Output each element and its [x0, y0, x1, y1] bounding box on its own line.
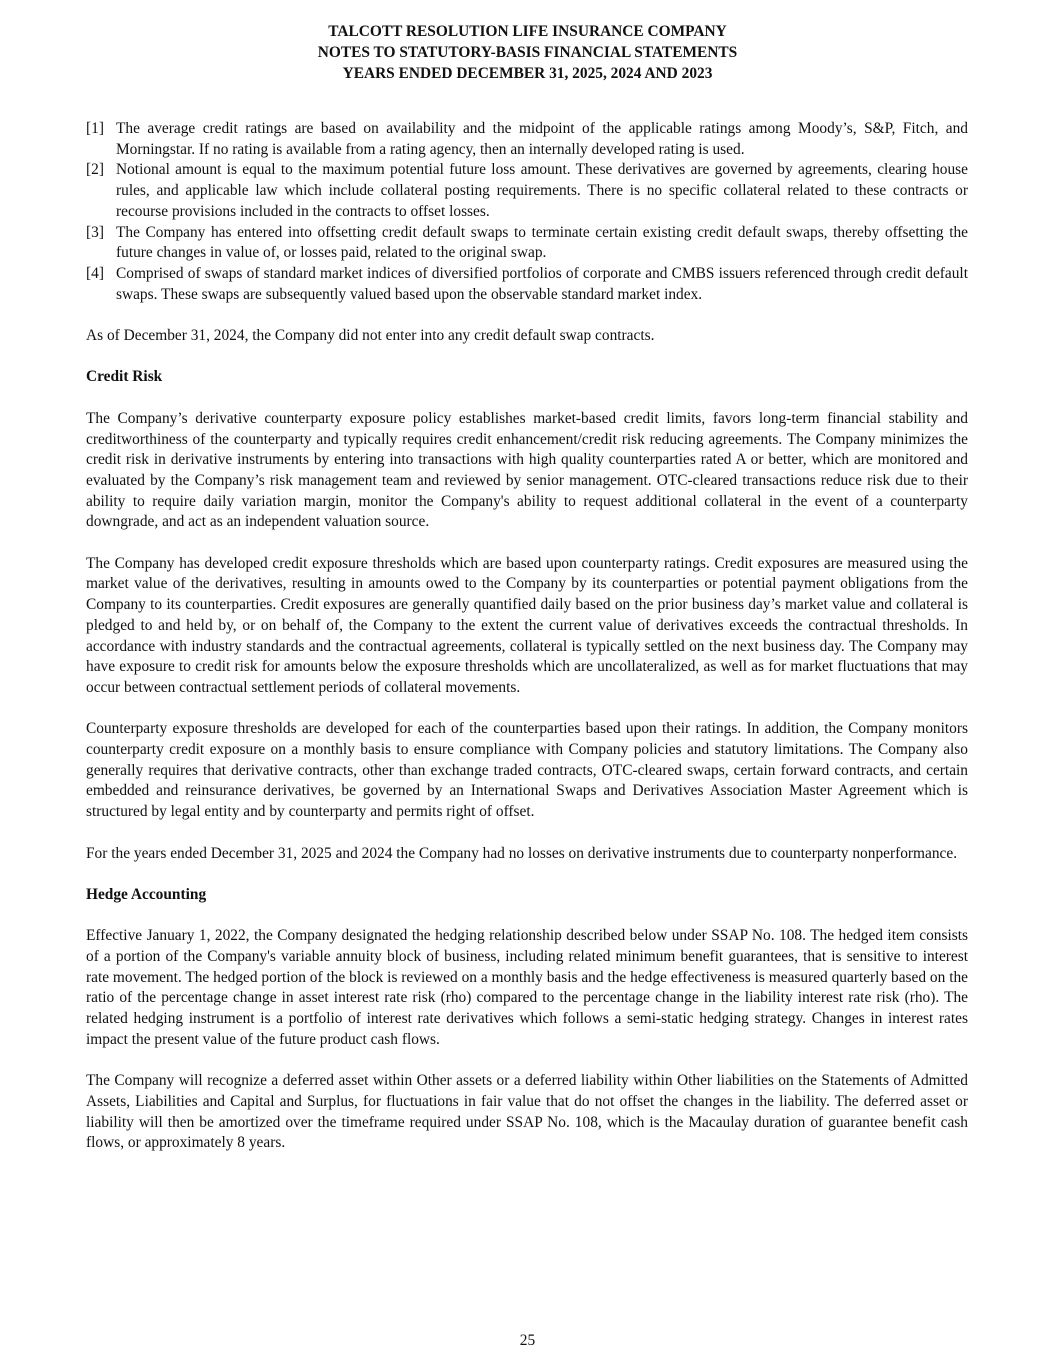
header-statement-title: NOTES TO STATUTORY-BASIS FINANCIAL STATEMENTS — [317, 44, 738, 61]
credit-risk-paragraph-2: The Company has developed credit exposure thresholds which are based upon counterparty ratings. Credit exposures are measured using the market value of the derivatives, resulting in amounts owed to the Company by its counterparties or potential payment obligations from the Company to its counterparties. Credit exposures are generally quantified daily based on the prior business day’s market value and collateral is pledged to and held by, or on behalf of, the Company to the extent the current value of derivatives exceeds the contractual thresholds. In accordance with industry standards and the contractual agreements, collateral is typically settled on the next business day. The Company may have exposure to credit risk for amounts below the exposure thresholds which are uncollateralized, as well as for market fluctuations that may occur between contractual settlement periods of collateral movements. — [86, 554, 968, 696]
footnote-text: The Company has entered into offsetting credit default swaps to terminate certain existing credit default swaps, thereby offsetting the future changes in value of, or losses paid, related to the original swap. — [116, 223, 968, 262]
footnote-text: Notional amount is equal to the maximum potential future loss amount. These derivatives are governed by agreements, clearing house rules, and applicable law which include collateral posting requirements. There is no specific collateral related to these contracts or recourse provisions included in the contracts to offset losses. — [116, 161, 968, 220]
hedge-accounting-paragraph-2: The Company will recognize a deferred asset within Other assets or a deferred liability within Other liabilities on the Statements of Admitted Assets, Liabilities and Capital and Surplus, for fluctuations in fair value that do not offset the changes in the liability. The deferred asset or liability will then be amortized over the timeframe required under SSAP No. 108, which is the Macaulay duration of guarantee benefit cash flows, or approximately 8 years. — [86, 1072, 968, 1152]
footnote-number: [1] — [86, 120, 104, 137]
footnote-4 — [86, 264, 968, 305]
footnote-number: [3] — [86, 223, 104, 241]
footnote-2 — [86, 160, 968, 222]
hedge-accounting-paragraph-1: Effective January 1, 2022, the Company designated the hedging relationship described below under SSAP No. 108. The hedged item consists of a portion of the Company's variable annuity block of business, including related minimum benefit guarantees, that is sensitive to interest rate movement. The hedged portion of the block is reviewed on a monthly basis and the hedge effectiveness is measured quarterly based on the ratio of the percentage change in asset interest rate risk (rho) compared to the percentage change in the liability interest rate risk (rho). The related hedging instrument is a portfolio of interest rate derivatives which follows a semi-static hedging strategy. Changes in interest rates impact the present value of the future product cash flows. — [86, 927, 968, 1048]
page-header — [0, 21, 1055, 84]
section-heading-hedge-accounting: Hedge Accounting — [86, 885, 207, 903]
header-years: YEARS ENDED DECEMBER 31, 2025, 2024 AND 2023 — [342, 65, 713, 82]
footnote-1 — [86, 119, 968, 160]
credit-risk-paragraph-1: The Company’s derivative counterparty exposure policy establishes market-based credit limits, favors long-term financial stability and creditworthiness of the counterparty and typically requires credit enhancement/credit risk reducing agreements. The Company minimizes the credit risk in derivative instruments by entering into transactions with high quality counterparties rated A or better, which are monitored and evaluated by the Company’s risk management team and reviewed by senior management. OTC-cleared transactions reduce risk due to their ability to require daily variation margin, monitor the Company's ability to request additional collateral in the event of a counterparty downgrade, and act as an independent valuation source. — [86, 409, 968, 531]
credit-risk-paragraph-3: Counterparty exposure thresholds are developed for each of the counterparties based upon their ratings. In addition, the Company monitors counterparty credit exposure on a monthly basis to ensure compliance with Company policies and statutory limitations. The Company also generally requires that derivative contracts, other than exchange traded contracts, OTC-cleared swaps, certain forward contracts, and certain embedded and reinsurance derivatives, be governed by an International Swaps and Derivatives Association Master Agreement which is structured by legal entity and by counterparty and permits right of offset. — [86, 720, 968, 821]
paragraph-cds-2024: As of December 31, 2024, the Company did not enter into any credit default swap contracts. — [86, 327, 655, 345]
footnote-number: [2] — [86, 161, 104, 179]
footnote-3 — [86, 223, 968, 264]
footnote-text: The average credit ratings are based on availability and the midpoint of the applicable ratings among Moody’s, S&P, Fitch, and Morningstar. If no rating is available from a rating agency, then an internally developed rating is used. — [116, 120, 968, 158]
footnote-text: Comprised of swaps of standard market indices of diversified portfolios of corporate and CMBS issuers referenced through credit default swaps. These swaps are subsequently valued based upon the observable standard market index. — [116, 264, 968, 303]
section-heading-credit-risk: Credit Risk — [86, 368, 163, 386]
page-number: 25 — [519, 1332, 536, 1349]
credit-risk-paragraph-4: For the years ended December 31, 2025 and 2024 the Company had no losses on derivative instruments due to counterparty nonperformance. — [86, 844, 958, 862]
page-content — [86, 119, 968, 1154]
footnote-number: [4] — [86, 264, 104, 282]
header-company-name: TALCOTT RESOLUTION LIFE INSURANCE COMPANY — [328, 23, 727, 40]
